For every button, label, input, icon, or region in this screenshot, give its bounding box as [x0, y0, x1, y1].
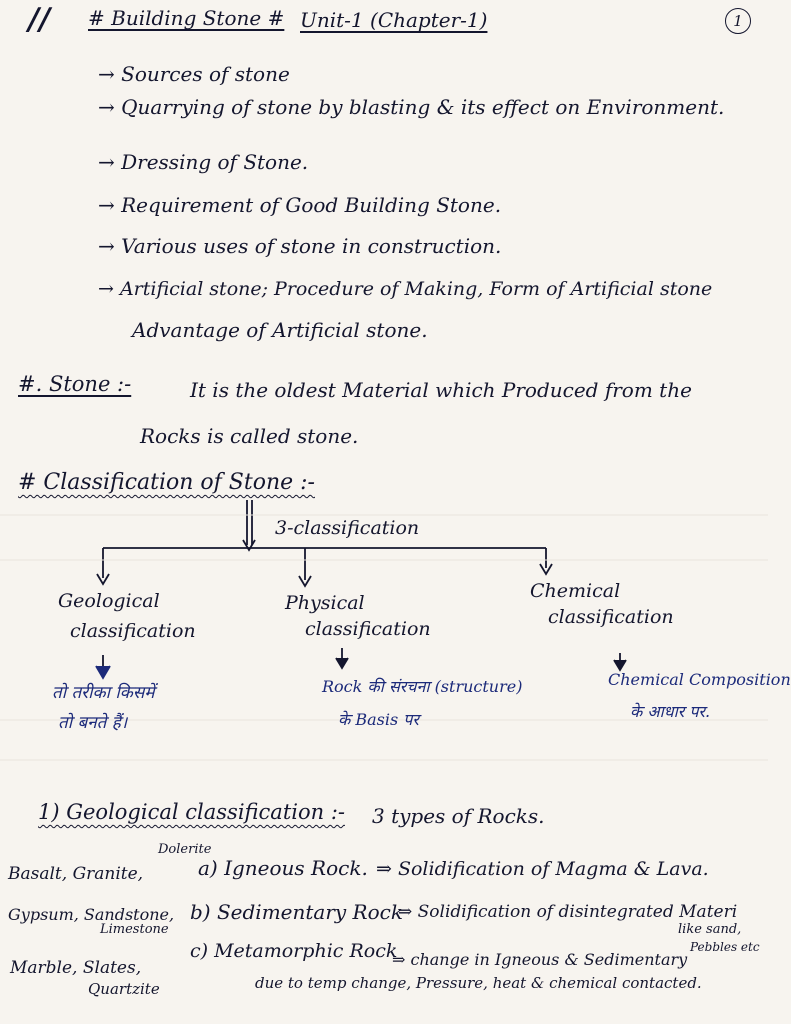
branch-physical-title-1: Physical — [285, 592, 365, 614]
igneous-rock-desc: ⇒ Solidification of Magma & Lava. — [376, 858, 709, 880]
double-bar-mark: // — [28, 2, 50, 37]
sedimentary-rock-desc: ⇒ Solidification of disintegrated Materi — [398, 902, 738, 922]
geological-section-heading: 1) Geological classification :- — [38, 800, 345, 824]
syllabus-item: → Artificial stone; Procedure of Making, Form of Artificial stone — [98, 278, 713, 300]
metamorphic-examples: Marble, Slates, — [10, 958, 142, 978]
syllabus-item: Advantage of Artificial stone. — [132, 318, 428, 342]
branch-chemical-title-1: Chemical — [530, 580, 621, 602]
page-number-badge: 1 — [725, 8, 751, 34]
sedimentary-examples: Gypsum, Sandstone, — [8, 905, 175, 924]
sedimentary-extra-2: Pebbles etc — [690, 940, 760, 954]
metamorphic-rock-desc-2: due to temp change, Pressure, heat & chemical contacted. — [255, 974, 702, 992]
sedimentary-examples-extra: Limestone — [100, 922, 169, 937]
metamorphic-rock-label: c) Metamorphic Rock — [190, 940, 398, 962]
sedimentary-extra-1: like sand, — [678, 922, 742, 937]
syllabus-item: → Various uses of stone in construction. — [98, 234, 502, 258]
branch-geological-title-1: Geological — [58, 590, 160, 612]
branch-chemical-title-2: classification — [548, 606, 674, 628]
branch-geological-note-2: तो बनते हैं। — [58, 713, 128, 733]
classification-heading: # Classification of Stone :- — [18, 470, 315, 495]
metamorphic-examples-extra: Quartzite — [88, 980, 160, 998]
branch-chemical-note-2: के आधार पर. — [630, 702, 711, 721]
classification-center-label: 3-classification — [275, 517, 420, 539]
unit-label: Unit-1 (Chapter-1) — [300, 8, 488, 32]
syllabus-item: → Quarrying of stone by blasting & its effect on Environment. — [98, 95, 725, 119]
branch-geological-title-2: classification — [70, 620, 196, 642]
branch-chemical-note-1: Chemical Composition — [608, 670, 791, 689]
definition-heading — [18, 372, 131, 396]
page-title: # Building Stone # — [88, 6, 285, 30]
igneous-examples-extra: Dolerite — [158, 842, 212, 857]
igneous-rock-label: a) Igneous Rock. — [198, 856, 368, 880]
metamorphic-rock-desc: ⇒ change in Igneous & Sedimentary — [392, 950, 688, 969]
definition-line-2: Rocks is called stone. — [140, 424, 359, 448]
igneous-examples: Basalt, Granite, — [8, 864, 144, 884]
branch-physical-note-1: Rock की संरचना (structure) — [322, 677, 523, 696]
definition-line-1: It is the oldest Material which Produced from the — [190, 378, 692, 402]
rock-types-note: 3 types of Rocks. — [372, 804, 545, 828]
branch-physical-title-2: classification — [305, 618, 431, 640]
sedimentary-rock-label: b) Sedimentary Rock — [190, 900, 403, 924]
definition-heading-text: #. Stone :- — [18, 372, 132, 396]
syllabus-item: → Requirement of Good Building Stone. — [98, 193, 502, 217]
syllabus-item: → Sources of stone — [98, 62, 290, 86]
syllabus-item: → Dressing of Stone. — [98, 150, 309, 174]
branch-physical-note-2: के Basis पर — [338, 710, 419, 729]
branch-geological-note-1: तो तरीका किसमें — [52, 683, 155, 703]
